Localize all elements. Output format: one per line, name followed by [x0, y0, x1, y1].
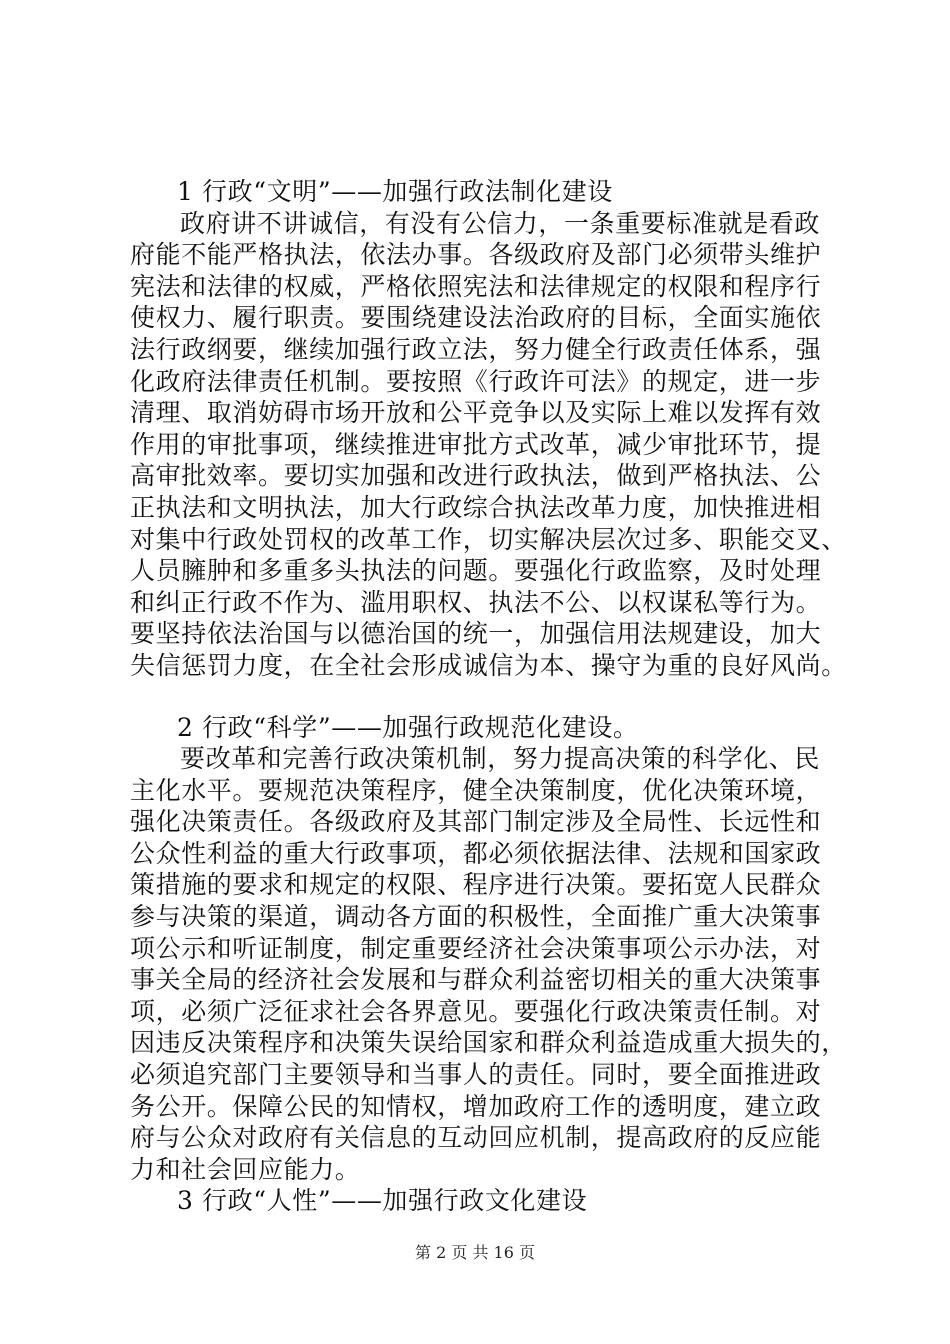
- paragraph-line: 失信惩罚力度，在全社会形成诚信为本、操守为重的良好风尚。: [130, 650, 847, 680]
- paragraph-line: 对集中行政处罚权的改革工作，切实解决层次过多、职能交叉、: [130, 524, 847, 554]
- section-heading: 1 行政“文明”——加强行政法制化建设: [177, 177, 613, 206]
- paragraph-line: 参与决策的渠道，调动各方面的积极性，全面推广重大决策事: [130, 902, 822, 932]
- paragraph-line: 正执法和文明执法，加大行政综合执法改革力度，加快推进相: [130, 492, 822, 522]
- paragraph-line: 务公开。保障公民的知情权，增加政府工作的透明度，建立政: [130, 1091, 822, 1121]
- paragraph-line: 高审批效率。要切实加强和改进行政执法，做到严格执法、公: [130, 461, 822, 491]
- paragraph-line: 宪法和法律的权威，严格依照宪法和法律规定的权限和程序行: [130, 271, 822, 301]
- document-body: [130, 176, 847, 1217]
- paragraph-line: 府与公众对政府有关信息的互动回应机制，提高政府的反应能: [130, 1123, 822, 1153]
- paragraph-line: 府能不能严格执法，依法办事。各级政府及部门必须带头维护: [130, 240, 822, 270]
- paragraph-line: 策措施的要求和规定的权限、程序进行决策。要拓宽人民群众: [130, 870, 822, 900]
- paragraph-line: 事关全局的经济社会发展和与群众利益密切相关的重大决策事: [130, 965, 822, 995]
- paragraph-line: 公众性利益的重大行政事项，都必须依据法律、法规和国家政: [130, 838, 822, 868]
- paragraph-line: 法行政纲要，继续加强行政立法，努力健全行政责任体系，强: [130, 334, 822, 364]
- paragraph-line: 人员臃肿和多重多头执法的问题。要强化行政监察，及时处理: [130, 556, 822, 586]
- paragraph-line: 清理、取消妨碍市场开放和公平竞争以及实际上难以发挥有效: [130, 398, 822, 428]
- paragraph-line: 要坚持依法治国与以德治国的统一，加强信用法规建设，加大: [130, 619, 822, 649]
- paragraph-line: 项公示和听证制度，制定重要经济社会决策事项公示办法，对: [130, 933, 822, 963]
- section-heading: 2 行政“科学”——加强行政规范化建设。: [177, 712, 639, 742]
- paragraph-line: 作用的审批事项，继续推进审批方式改革，减少审批环节，提: [130, 429, 822, 459]
- section-spacer: [130, 682, 830, 712]
- paragraph-line: 要改革和完善行政决策机制，努力提高决策的科学化、民: [180, 744, 821, 774]
- paragraph-line: 和纠正行政不作为、滥用职权、执法不公、以权谋私等行为。: [130, 587, 822, 617]
- paragraph-line: 政府讲不讲诚信，有没有公信力，一条重要标准就是看政: [180, 208, 821, 238]
- paragraph-line: 主化水平。要规范决策程序，健全决策制度，优化决策环境，: [130, 775, 822, 805]
- paragraph-line: 化政府法律责任机制。要按照《行政许可法》的规定，进一步: [130, 366, 822, 396]
- paragraph-line: 使权力、履行职责。要围绕建设法治政府的目标，全面实施依: [130, 303, 822, 333]
- section-heading: 3 行政“人性”——加强行政文化建设: [177, 1186, 588, 1216]
- paragraph-line: 力和社会回应能力。: [130, 1154, 361, 1184]
- paragraph-line: 因违反决策程序和决策失误给国家和群众利益造成重大损失的，: [130, 1028, 847, 1058]
- paragraph-line: 强化决策责任。各级政府及其部门制定涉及全局性、长远性和: [130, 807, 822, 837]
- paragraph-line: 项，必须广泛征求社会各界意见。要强化行政决策责任制。对: [130, 996, 822, 1026]
- page-footer: 第 2 页 共 16 页: [415, 1243, 535, 1262]
- paragraph-line: 必须追究部门主要领导和当事人的责任。同时，要全面推进政: [130, 1060, 822, 1090]
